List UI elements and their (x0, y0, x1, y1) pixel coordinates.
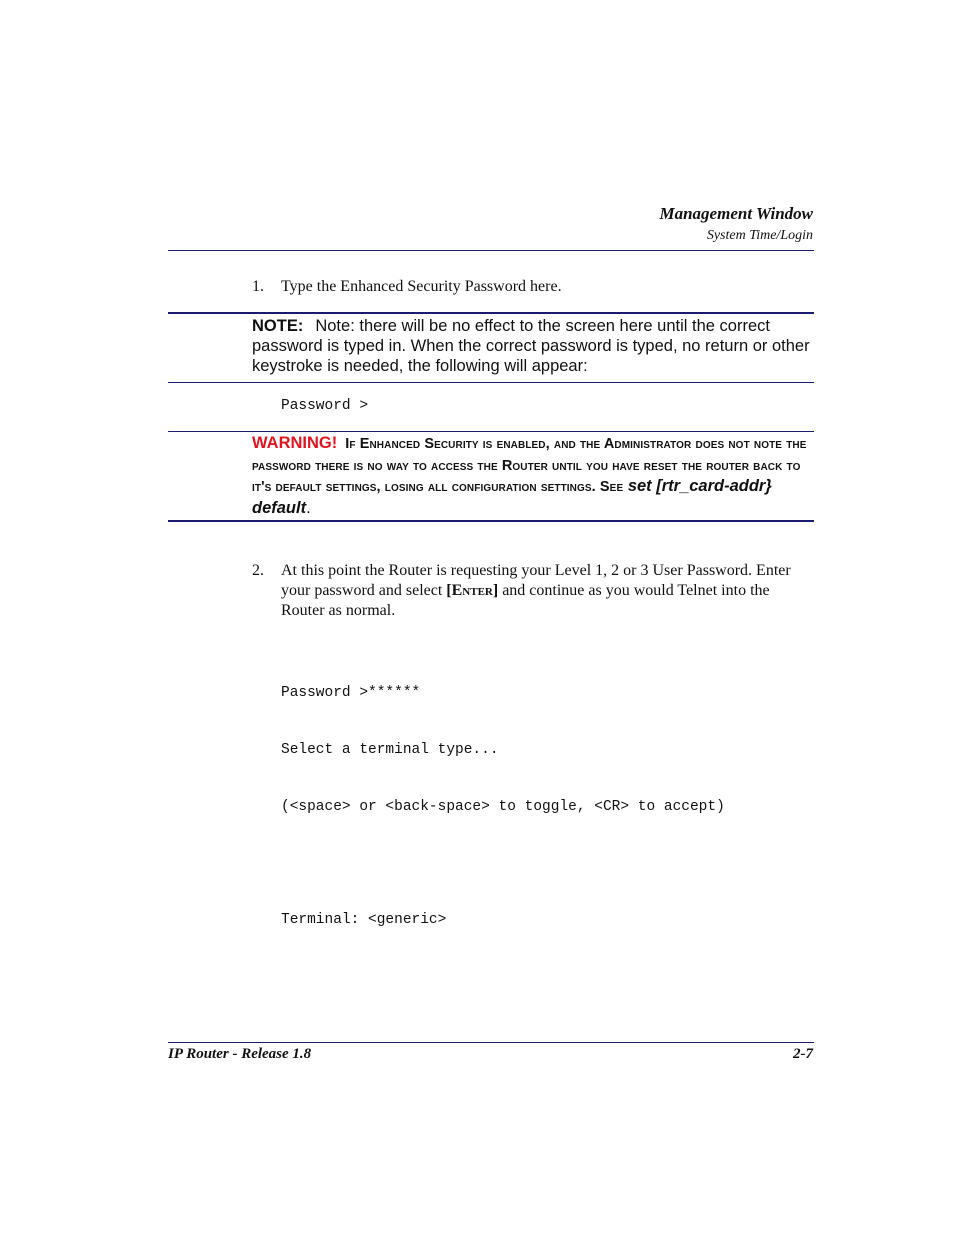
step-2-number: 2. (252, 562, 264, 579)
page-number: 2-7 (793, 1046, 813, 1062)
note-label: NOTE: (252, 317, 304, 335)
warning-label: WARNING! (252, 434, 338, 452)
step-2-text (281, 561, 814, 621)
footer-title: IP Router - Release 1.8 (168, 1046, 312, 1062)
warning-top-rule (168, 431, 814, 432)
step-1-text: Type the Enhanced Security Password here. (281, 278, 562, 295)
step-2-text-after: and continue as you would Telnet into the Router as normal. (281, 582, 770, 619)
header-rule (168, 250, 814, 251)
enter-key: [Enter] (446, 582, 499, 599)
code-line: Password >****** (281, 685, 421, 701)
warning-end: . (306, 498, 311, 517)
code-line (281, 855, 725, 873)
code-line: (<space> or <back-space> to toggle, <CR> to accept) (281, 799, 725, 815)
step-1-number: 1. (252, 278, 264, 295)
code-password-prompt: Password > (281, 398, 369, 414)
footer-rule (168, 1042, 814, 1043)
warning-block (252, 433, 814, 518)
note-block (252, 316, 814, 376)
step-2 (252, 561, 814, 621)
step-1 (252, 277, 814, 297)
warning-bottom-rule (168, 520, 814, 522)
note-top-rule (168, 312, 814, 314)
code-line: Select a terminal type... (281, 742, 499, 758)
warning-text: If Enhanced Security is enabled, and the Administrator does not note the password there is no way to access the Router until you have reset the router back to it's default settings, losing all configuration settings. See (252, 436, 807, 495)
step-2-text-before: At this point the Router is requesting your Level 1, 2 or 3 User Password. Enter your password and select (281, 562, 791, 599)
code-line: Terminal: <generic> (281, 912, 447, 928)
note-text: Note: there will be no effect to the screen here until the correct password is typed in. When the correct password is typed, no return or other keystroke is needed, the following will appear: (252, 317, 810, 375)
warning-command: set [rtr_card-addr} default (252, 477, 772, 517)
note-bottom-rule (168, 382, 814, 383)
code-terminal-block (281, 646, 725, 949)
running-header-subtitle: System Time/Login (706, 228, 813, 243)
running-header-title: Management Window (659, 204, 813, 223)
